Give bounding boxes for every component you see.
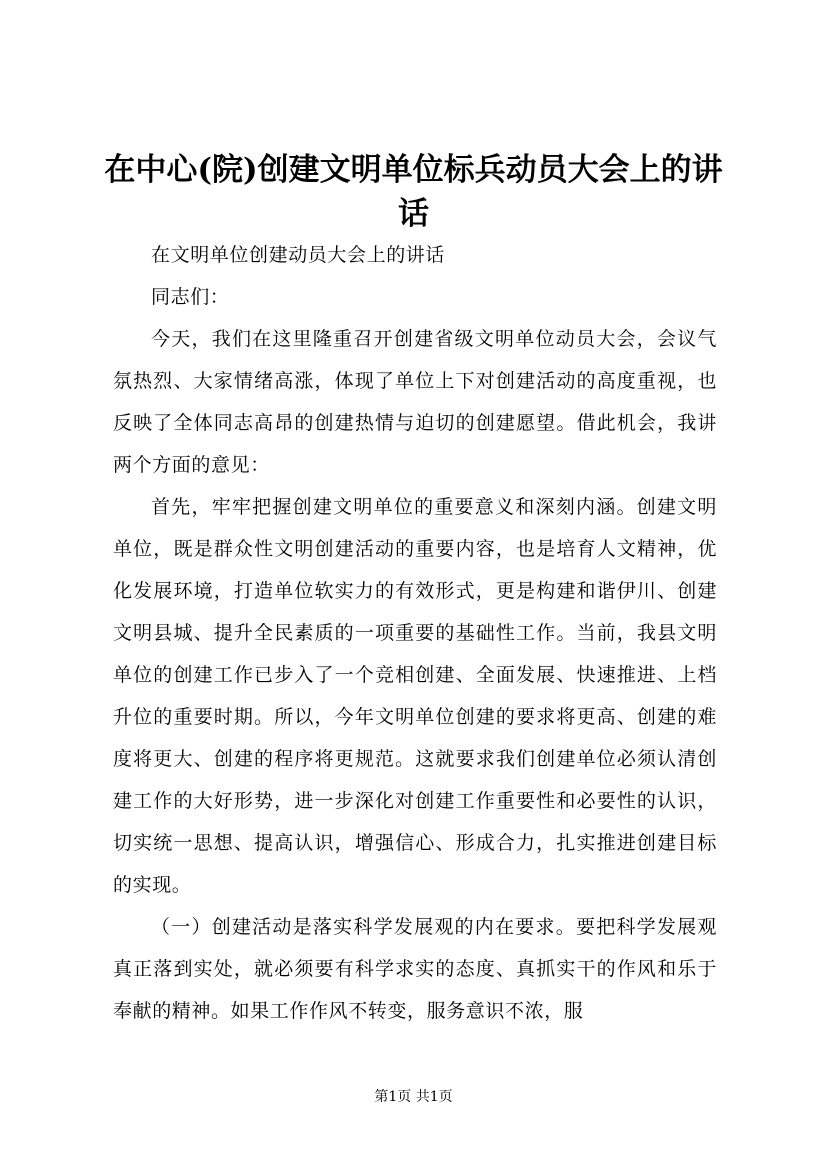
- page-footer: 第1页 共1页: [374, 1089, 453, 1105]
- speech-subtitle: 在文明单位创建动员大会上的讲话: [151, 244, 446, 266]
- salutation: 同志们：: [151, 286, 230, 308]
- paragraph-point-one: （一）创建活动是落实科学发展观的内在要求。要把科学发展观真正落到实处，就必须要有科学求实的态度、真抓实干的作风和乐于奉献的精神。如果工作作风不转变，服务意识不浓，服: [113, 916, 717, 1022]
- paragraph-opening: 今天，我们在这里隆重召开创建省级文明单位动员大会，会议气氛热烈、大家情绪高涨，体现了单位上下对创建活动的高度重视，也反映了全体同志高昂的创建热情与迫切的创建愿望。借此机会，我讲两个方面的意见：: [113, 328, 717, 476]
- document-body: [113, 234, 717, 1032]
- document-title: 在中心(院)创建文明单位标兵动员大会上的讲话: [104, 152, 723, 232]
- paragraph-significance: 首先，牢牢把握创建文明单位的重要意义和深刻内涵。创建文明单位，既是群众性文明创建活动的重要内容，也是培育人文精神，优化发展环境，打造单位软实力的有效形式，更是构建和谐伊川、创建文明县城、提升全民素质的一项重要的基础性工作。当前，我县文明单位的创建工作已步入了一个竞相创建、全面发展、快速推进、上档升位的重要时期。所以，今年文明单位创建的要求将更高、创建的难度将更大、创建的程序将更规范。这就要求我们创建单位必须认清创建工作的大好形势，进一步深化对创建工作重要性和必要性的认识，切实统一思想、提高认识，增强信心、形成合力，扎实推进创建目标的实现。: [113, 496, 717, 896]
